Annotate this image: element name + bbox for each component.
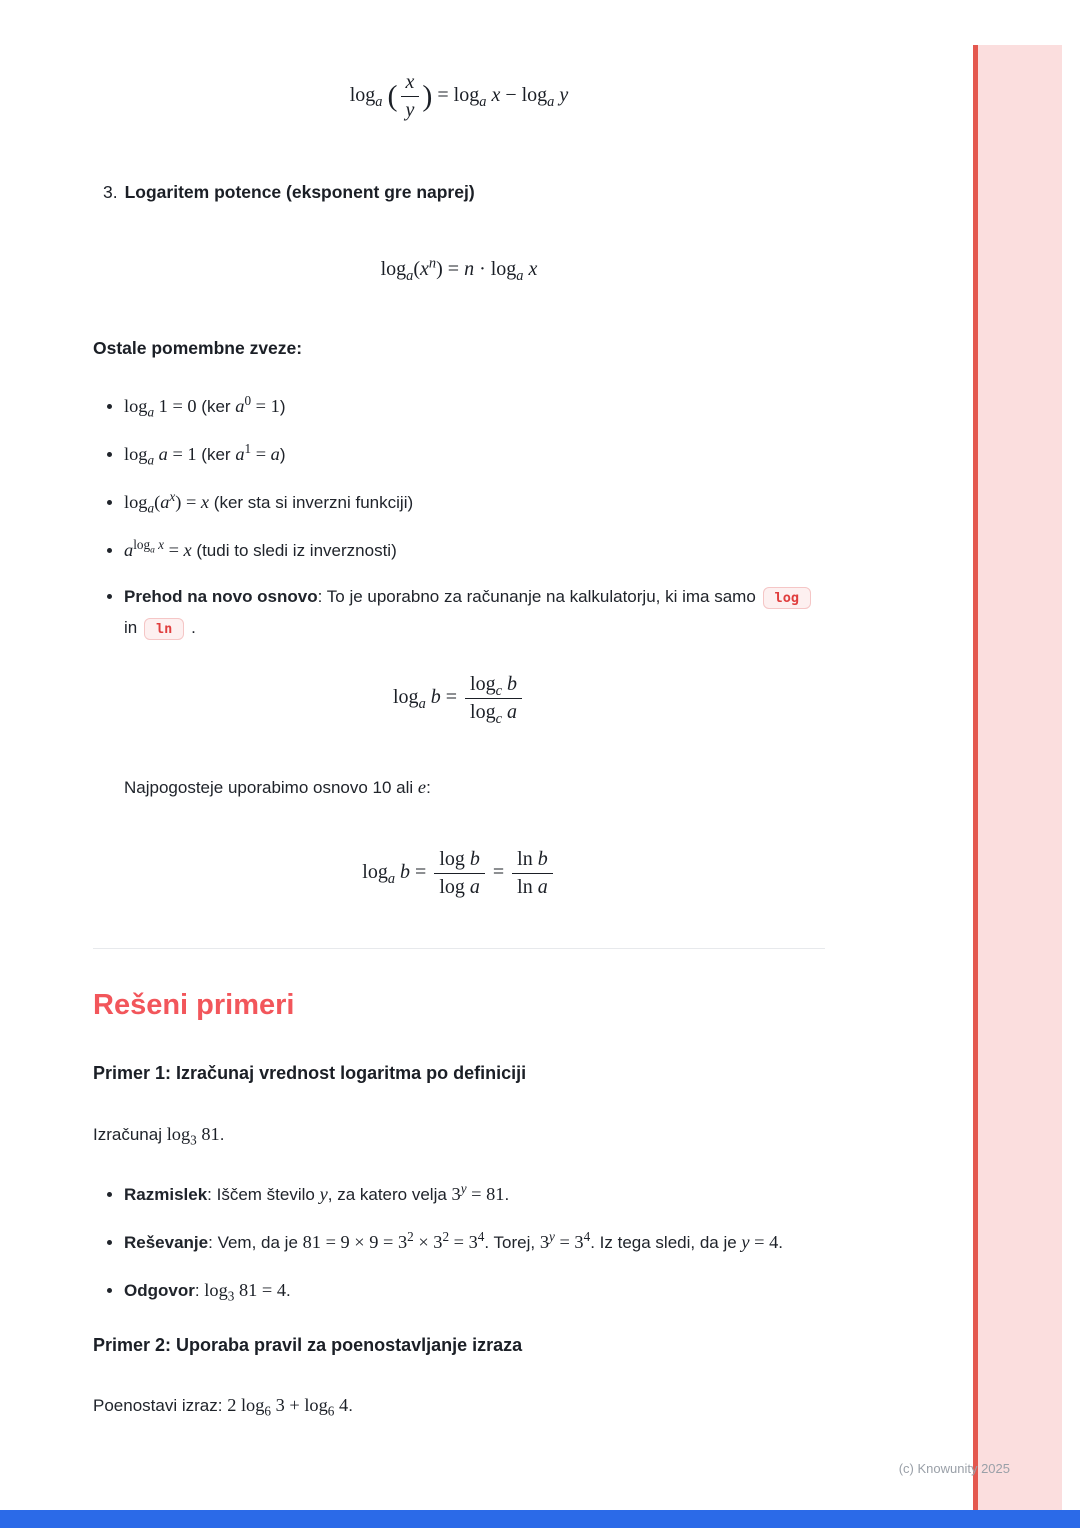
list-item-resevanje: • Reševanje: Vem, da je $81 = 9 \times 9 = 3^2 \times 3^2 = 3^4$. Torej, $3^y = 3^4$. Iz tega sledi, da je y = 4. — [124, 1226, 825, 1259]
list-item-razmislek: • Razmislek: Iščem število y, za katero velja $3^y = 81$. — [124, 1178, 825, 1211]
list-item-base-change: • Prehod na novo osnovo: To je uporabno za računanje na kalkulatorju, ki ima samo log in ln . — [124, 582, 825, 643]
list-item-log-1: • $\log_a 1 = 0$ (ker $a^0 = 1$) — [124, 390, 825, 423]
section-divider — [93, 948, 825, 949]
relations-list — [93, 390, 825, 643]
heading-example-1: Primer 1: Izračunaj vrednost logaritma po definiciji — [93, 1063, 527, 1084]
list-item-a-pow-log: • $a^{log_a x} = x$ (tudi to sledi iz inverznosti) — [124, 534, 825, 567]
formula-log-quotient: $\log_a$ ( $\frac{x}{y}$ ) = $\log_a x - \log_a y$ — [349, 71, 569, 121]
paragraph-example-2-task: Poenostavi izraz: 2 $\log_6 3 + \log_6 4$. — [93, 1395, 353, 1420]
bottom-blue-bar — [0, 1510, 1080, 1528]
list-item-log-ax: • $\log_a(a^x) = x$ (ker sta si inverzni funkciji) — [124, 486, 825, 519]
formula-base-change-10-e: $\log_a b$ = $\frac{\text{log b}}{\text{log a}}$ = $\frac{\text{ln b}}{\text{ln a}}$ — [93, 847, 825, 900]
list-item-log-a: • $\log_a a = 1$ (ker $a^1 = a$) — [124, 438, 825, 471]
paragraph-most-common-base: Najpogosteje uporabimo osnovo 10 ali e: — [124, 776, 431, 797]
footer-credit: (c) Knowunity 2025 — [898, 1461, 1010, 1476]
example-1-steps-list — [93, 1178, 825, 1307]
paragraph-example-1-task: Izračunaj $\log_3 81$. — [93, 1123, 225, 1148]
heading-other-relations: Ostale pomembne zveze: — [93, 338, 303, 359]
list-item-odgovor: • Odgovor: $\log_3 81 = 4$. — [124, 1274, 825, 1307]
heading-solved-examples: Rešeni primeri — [93, 989, 295, 1022]
code-chip-ln: ln — [144, 618, 184, 640]
rule-3-number: 3. — [103, 182, 118, 202]
heading-rule-3 — [103, 179, 825, 206]
formula-log-power: $\log_a(x^n) = n \cdot \log_a x$ — [380, 255, 538, 285]
rule-3-title: Logaritem potence (eksponent gre naprej) — [124, 182, 475, 202]
side-accent-bar — [978, 45, 1062, 1510]
code-chip-log: log — [763, 587, 812, 609]
heading-example-2: Primer 2: Uporaba pravil za poenostavljanje izraza — [93, 1334, 523, 1355]
formula-base-change: $\log_a b$ = $\frac{\log_c b}{\log_c a}$ — [93, 672, 825, 725]
document-content — [93, 0, 825, 1420]
